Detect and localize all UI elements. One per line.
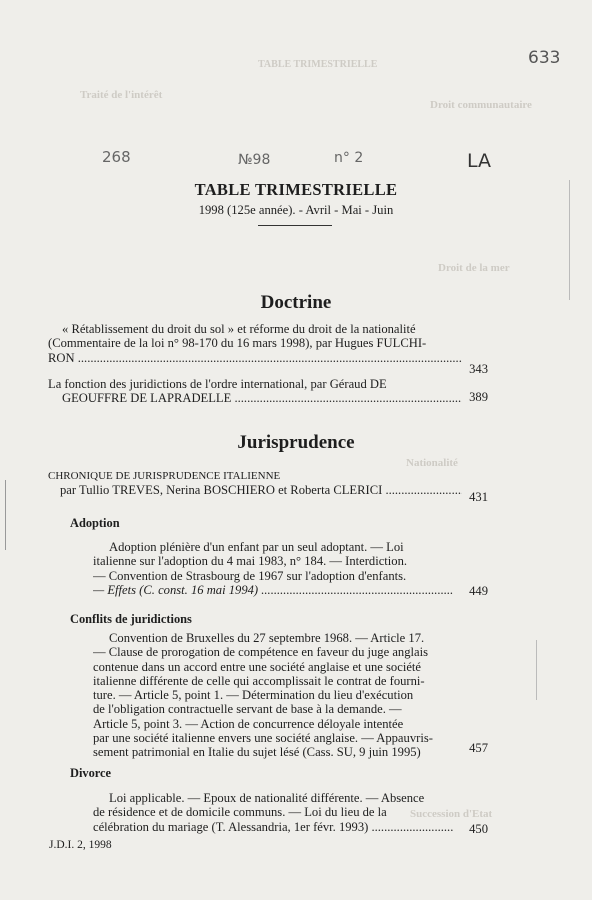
page-number: 343: [469, 362, 488, 376]
page-subtitle: 1998 (125e année). - Avril - Mai - Juin: [198, 203, 394, 217]
chronicle-entry: [48, 469, 462, 498]
entry-line: sement patrimonial en Italie du sujet lésé (Cass. SU, 9 juin 1995): [93, 745, 421, 760]
page-number: 449: [469, 584, 488, 598]
chronicle-title: CHRONIQUE DE JURISPRUDENCE ITALIENNE: [48, 470, 281, 482]
entry-line: — Effets (C. const. 16 mai 1994) .....: [93, 583, 453, 597]
page-title: TABLE TRIMESTRIELLE: [194, 180, 398, 199]
bleed-through-text: Nationalité: [406, 457, 458, 469]
page-number: 389: [469, 390, 488, 404]
doctrine-entry: [48, 377, 462, 406]
entry-line: — Clause de prorogation de compétence en faveur du juge anglais: [93, 645, 429, 660]
section-heading-adoption: Adoption: [70, 516, 120, 530]
handwritten-no: n° 2: [334, 150, 364, 166]
entry-line: « Rétablissement du droit du sol » et réforme du droit de la nationalité: [62, 322, 416, 336]
scan-margin-line: [5, 480, 6, 550]
entry-line: ture. — Article 5, point 1. — Détermination du lieu d'exécution: [93, 688, 414, 703]
entry-line: Adoption plénière d'un enfant par un seul adoptant. — Loi: [109, 540, 404, 554]
handwritten-issue: №98: [238, 152, 271, 168]
page-number: 431: [469, 490, 488, 504]
scan-margin-line: [569, 180, 570, 300]
bleed-through-text: Traité de l'intérêt: [80, 89, 163, 101]
footer-journal: J.D.I. 2, 1998: [49, 839, 112, 851]
case-entry: [93, 631, 453, 760]
handwritten-page-number: 633: [528, 48, 561, 68]
jurisprudence-heading: Jurisprudence: [237, 432, 355, 453]
doctrine-entry: [48, 322, 462, 365]
bleed-through-header: TABLE TRIMESTRIELLE: [258, 59, 378, 70]
entry-line: célébration du mariage (T. Alessandria, 1er févr. 1993) .....: [93, 820, 453, 834]
page-number: 457: [469, 741, 488, 755]
title-rule: [258, 225, 332, 226]
entry-line: de résidence et de domicile communs. — Loi du lieu de la: [93, 805, 387, 820]
scan-margin-line: [536, 640, 537, 700]
page-number: 450: [469, 822, 488, 836]
entry-line: RON .....: [48, 351, 462, 365]
entry-line: Article 5, point 3. — Action de concurrence déloyale intentée: [93, 716, 404, 731]
bleed-through-text: Droit de la mer: [438, 262, 510, 274]
bleed-through-text: Succession d'Etat: [410, 808, 493, 820]
chronicle-authors: par Tullio TREVES, Nerina BOSCHIERO et Roberta CLERICI .....: [48, 483, 462, 497]
entry-line: GEOUFFRE DE LAPRADELLE .....: [48, 391, 462, 405]
entry-line: (Commentaire de la loi n° 98-170 du 16 mars 1998), par Hugues FULCHI-: [48, 336, 427, 351]
entry-line: italienne différente de celle qui accomplissait le contrat de fourni-: [93, 673, 425, 688]
handwritten-initials: LA: [467, 150, 492, 172]
section-heading-divorce: Divorce: [70, 766, 112, 780]
entry-line: contenue dans un accord entre une société anglaise et une société: [93, 659, 421, 674]
case-entry: [93, 791, 453, 834]
entry-line: par une société italienne envers une société anglaise. — Appauvris-: [93, 731, 433, 746]
entry-line: Convention de Bruxelles du 27 septembre 1968. — Article 17.: [109, 631, 425, 645]
case-entry: [93, 540, 453, 597]
entry-line: Loi applicable. — Epoux de nationalité différente. — Absence: [109, 791, 425, 805]
entry-line: italienne sur l'adoption du 4 mai 1983, n° 184. — Interdiction.: [93, 554, 408, 569]
bleed-through-text: Droit communautaire: [430, 99, 532, 111]
section-heading-conflits: Conflits de juridictions: [70, 612, 192, 626]
handwritten-number: 268: [102, 148, 131, 166]
doctrine-heading: Doctrine: [260, 292, 332, 313]
entry-line: — Convention de Strasbourg de 1967 sur l'adoption d'enfants.: [93, 568, 407, 583]
entry-line: de l'obligation contractuelle servant de base à la demande. —: [93, 702, 402, 717]
entry-line: La fonction des juridictions de l'ordre international, par Géraud DE: [48, 377, 387, 391]
